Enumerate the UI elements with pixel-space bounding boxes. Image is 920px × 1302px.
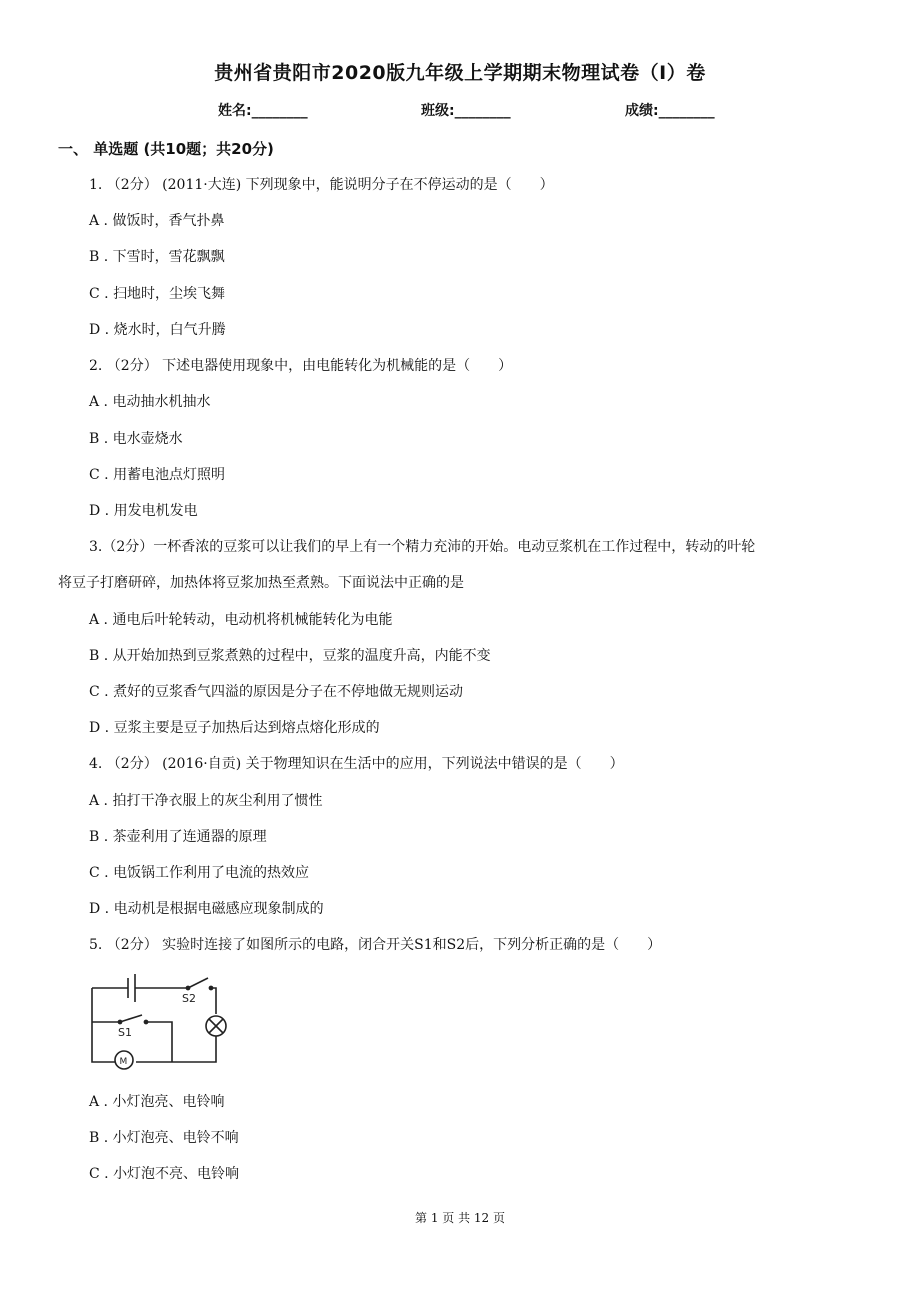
question-option: A . 做饭时，香气扑鼻 — [89, 213, 225, 229]
question-option: C . 电饭锅工作利用了电流的热效应 — [89, 865, 310, 881]
circuit-diagram — [84, 970, 244, 1072]
question-option: D . 豆浆主要是豆子加热后达到熔点熔化形成的 — [89, 720, 380, 736]
switch-s1-blade — [120, 1015, 142, 1022]
question-option: A . 小灯泡亮、电铃响 — [89, 1094, 225, 1110]
question-option: B . 小灯泡亮、电铃不响 — [89, 1130, 239, 1146]
question-option: A . 通电后叶轮转动，电动机将机械能转化为电能 — [89, 612, 393, 628]
class-field: 班级:________ — [421, 103, 511, 119]
question-stem-continued: 将豆子打磨研碎，加热体将豆浆加热至煮熟。下面说法中正确的是 — [58, 575, 464, 591]
question-option: B . 电水壶烧水 — [89, 431, 183, 447]
switch-s2-blade — [188, 978, 208, 988]
s1-label: S1 — [118, 1026, 132, 1039]
score-field: 成绩:________ — [625, 103, 715, 119]
question-option: C . 用蓄电池点灯照明 — [89, 467, 226, 483]
question-option: B . 下雪时，雪花飘飘 — [89, 249, 225, 265]
question-option: C . 煮好的豆浆香气四溢的原因是分子在不停地做无规则运动 — [89, 684, 464, 700]
question-option: D . 用发电机发电 — [89, 503, 198, 519]
page-footer: 第 1 页 共 12 页 — [415, 1211, 505, 1225]
question-option: D . 电动机是根据电磁感应现象制成的 — [89, 901, 324, 917]
question-option: A . 拍打干净衣服上的灰尘利用了惯性 — [89, 793, 323, 809]
question-option: B . 茶壶利用了连通器的原理 — [89, 829, 267, 845]
question-stem: 1. （2分） (2011·大连) 下列现象中，能说明分子在不停运动的是（ ） — [89, 177, 554, 193]
question-stem: 4. （2分） (2016·自贡) 关于物理知识在生活中的应用，下列说法中错误的是（ ） — [89, 756, 624, 772]
question-stem: 2. （2分） 下述电器使用现象中，由电能转化为机械能的是（ ） — [89, 358, 513, 374]
name-field: 姓名:________ — [218, 103, 308, 119]
question-option: D . 烧水时，白气升腾 — [89, 322, 226, 338]
section-heading: 一、 单选题 (共10题；共20分) — [58, 140, 274, 158]
question-option: B . 从开始加热到豆浆煮熟的过程中，豆浆的温度升高，内能不变 — [89, 648, 491, 664]
question-stem: 3.（2分）一杯香浓的豆浆可以让我们的早上有一个精力充沛的开始。电动豆浆机在工作过程中，转动的叶轮 — [89, 539, 756, 555]
motor-label: M — [119, 1057, 128, 1067]
s2-label: S2 — [182, 992, 196, 1005]
question-stem: 5. （2分） 实验时连接了如图所示的电路，闭合开关S1和S2后，下列分析正确的是（ ） — [89, 937, 662, 953]
question-option: A . 电动抽水机抽水 — [89, 394, 211, 410]
question-option: C . 小灯泡不亮、电铃响 — [89, 1166, 240, 1182]
page-title: 贵州省贵阳市2020版九年级上学期期末物理试卷（I）卷 — [214, 62, 706, 84]
question-option: C . 扫地时，尘埃飞舞 — [89, 286, 226, 302]
